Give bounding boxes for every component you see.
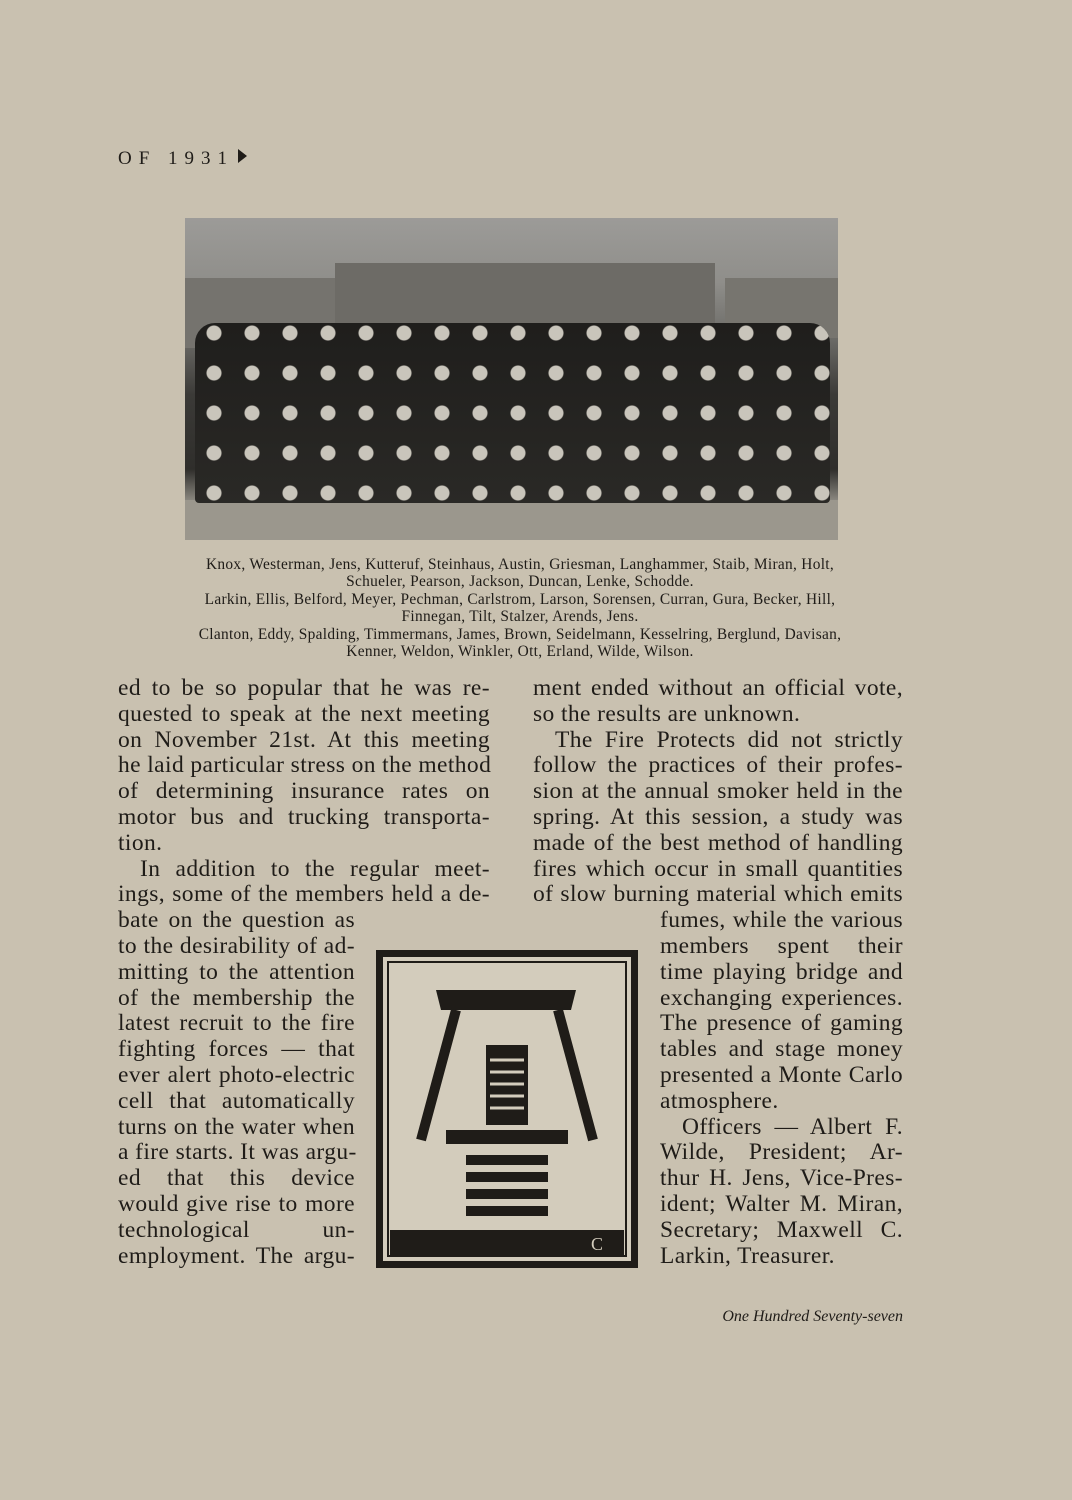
photo-caption — [170, 556, 870, 660]
text-line: ed to be so popular that he was re- — [118, 675, 490, 701]
text-line: spring. At this session, a study was — [533, 804, 903, 830]
text-line: tables and stage money — [660, 1036, 903, 1063]
running-header — [118, 148, 247, 170]
text-line: ed that this device — [118, 1165, 355, 1192]
text-line: follow the practices of their profes- — [533, 752, 903, 779]
text-line: The presence of gaming — [660, 1010, 903, 1037]
text-line: employment. The argu- — [118, 1242, 355, 1269]
caption-row: Finnegan, Tilt, Stalzer, Arends, Jens. — [401, 608, 639, 626]
svg-text:C: C — [591, 1234, 604, 1254]
caption-row: Knox, Westerman, Jens, Kutteruf, Steinhaus, Austin, Griesman, Langhammer, Staib, Miran, Holt, — [205, 556, 835, 573]
text-line: ident; Walter M. Miran, — [660, 1191, 903, 1217]
photo-group-members — [195, 323, 830, 503]
text-line: ever alert photo-electric — [118, 1062, 355, 1088]
text-line: members spent their — [660, 933, 903, 959]
text-line: ment ended without an official vote, — [533, 675, 903, 701]
text-line: The Fire Protects did not strictly — [555, 726, 903, 753]
group-photo — [185, 218, 838, 540]
text-line: Secretary; Maxwell C. — [660, 1216, 903, 1243]
text-line: cell that automatically — [118, 1087, 355, 1114]
header-text: OF 1931 — [118, 148, 235, 169]
text-line: of slow burning material which emits — [533, 881, 903, 908]
text-line: of determining insurance rates on — [118, 778, 490, 805]
text-line: Wilde, President; Ar- — [660, 1139, 903, 1166]
text-line: atmosphere. — [660, 1087, 779, 1114]
text-line: fires which occur in small quantities — [533, 855, 903, 882]
text-line: tion. — [118, 829, 163, 856]
text-line: motor bus and trucking transporta- — [118, 804, 490, 830]
text-line: technological un- — [118, 1216, 355, 1243]
triangle-right-icon — [238, 149, 247, 163]
text-line: In addition to the regular meet- — [140, 855, 490, 882]
text-line: on November 21st. At this meeting — [118, 726, 490, 753]
caption-row: Kenner, Weldon, Winkler, Ott, Erland, Wilde, Wilson. — [346, 643, 694, 661]
text-line: quested to speak at the next meeting — [118, 700, 490, 727]
text-line: exchanging experiences. — [660, 984, 903, 1011]
text-line: bate on the question as — [118, 907, 355, 934]
text-line: fighting forces — that — [118, 1036, 355, 1063]
text-line: thur H. Jens, Vice-Pres- — [660, 1165, 903, 1192]
fire-sprinkler-woodcut-icon — [376, 950, 638, 1268]
text-line: sion at the annual smoker held in the — [533, 778, 903, 805]
text-line: presented a Monte Carlo — [660, 1062, 903, 1088]
caption-row: Larkin, Ellis, Belford, Meyer, Pechman, Carlstrom, Larson, Sorensen, Curran, Gura, Becker, Hill, — [204, 590, 836, 608]
photo-grass — [185, 500, 838, 540]
text-line: a fire starts. It was argu- — [118, 1139, 357, 1166]
text-line: so the results are unknown. — [533, 700, 801, 727]
text-line: to the desirability of ad- — [118, 933, 355, 959]
text-line: he laid particular stress on the method — [118, 752, 492, 779]
caption-row: Schueler, Pearson, Jackson, Duncan, Lenke, Schodde. — [346, 573, 694, 591]
text-line: fumes, while the various — [660, 907, 903, 934]
text-line: latest recruit to the fire — [118, 1010, 355, 1037]
text-line: ings, some of the members held a de- — [118, 881, 490, 908]
text-line: time playing bridge and — [660, 958, 903, 985]
text-line: Larkin, Treasurer. — [660, 1242, 835, 1269]
caption-row: Clanton, Eddy, Spalding, Timmermans, James, Brown, Seidelmann, Kesselring, Berglund, Davisan, — [198, 625, 842, 643]
page-number: One Hundred Seventy-seven — [722, 1308, 903, 1325]
text-line: would give rise to more — [118, 1191, 355, 1217]
text-line: Officers — Albert F. — [682, 1113, 903, 1140]
text-line: of the membership the — [118, 984, 355, 1011]
text-line: mitting to the attention — [118, 958, 355, 985]
text-line: made of the best method of handling — [533, 829, 903, 856]
text-line: turns on the water when — [118, 1113, 355, 1140]
